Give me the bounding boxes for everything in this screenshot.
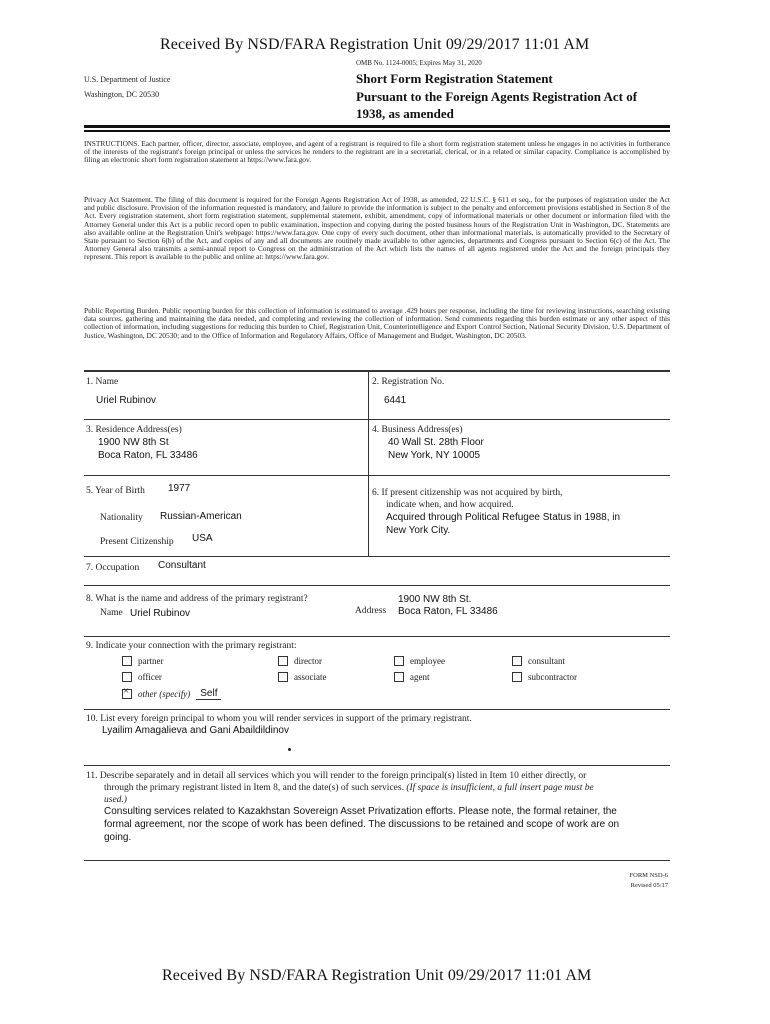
instructions-text: INSTRUCTIONS. Each partner, officer, director, associate, employee, and agent of a registrant is required to file a short form registration statement unless he engages in no activities in furtherance of the interests of the registrant's foreign principal or unless the services he renders to the registrant are in a secretarial, clerical, or in a related or similar capacity. Compliance is accomplished by filing an electronic short form registration statement at https://www.fara.gov. bbox=[84, 139, 670, 165]
form-title-line-1: Short Form Registration Statement bbox=[356, 71, 553, 86]
associate-checkbox[interactable] bbox=[278, 672, 288, 682]
omb-number: OMB No. 1124-0005; Expires May 31, 2020 bbox=[356, 59, 482, 67]
item-3-label: 3. Residence Address(es) bbox=[86, 425, 182, 435]
item-5-birth-year-value: 1977 bbox=[168, 483, 191, 494]
row-divider-5 bbox=[84, 636, 670, 637]
option-officer[interactable] bbox=[122, 672, 162, 682]
item-6-label-2: indicate when, and how acquired. bbox=[386, 500, 514, 510]
form-title-line-2: Pursuant to the Foreign Agents Registration Act of bbox=[356, 89, 638, 104]
subcontractor-checkbox[interactable] bbox=[512, 672, 522, 682]
item-4-business-line-1: 40 Wall St. 28th Floor bbox=[388, 437, 484, 448]
other-label: other (specify) bbox=[138, 689, 191, 699]
item-8-address-line-1: 1900 NW 8th St. bbox=[398, 594, 472, 605]
other-specify-value: Self bbox=[196, 688, 221, 700]
item-10-value: Lyailim Amagalieva and Gani Abaildildinov bbox=[102, 725, 289, 736]
item-10-label: 10. List every foreign principal to whom you will render services in support of the primary registrant. bbox=[86, 714, 472, 724]
item-2-registration-value: 6441 bbox=[384, 395, 407, 406]
item-3-residence-line-2: Boca Raton, FL 33486 bbox=[98, 450, 198, 461]
item-6-label: 6. If present citizenship was not acquired by birth, bbox=[372, 488, 563, 498]
stray-dot bbox=[288, 748, 291, 751]
consultant-label: consultant bbox=[528, 656, 565, 666]
agency-name: U.S. Department of Justice bbox=[84, 75, 171, 84]
item-1-name-value: Uriel Rubinov bbox=[96, 395, 157, 406]
item-3-residence-line-1: 1900 NW 8th St bbox=[98, 437, 169, 448]
director-checkbox[interactable] bbox=[278, 656, 288, 666]
row-divider-3 bbox=[84, 556, 670, 557]
item-2-label: 2. Registration No. bbox=[372, 377, 445, 387]
consultant-checkbox[interactable] bbox=[512, 656, 522, 666]
item-8-name-label: Name bbox=[100, 608, 123, 618]
item-4-label: 4. Business Address(es) bbox=[372, 425, 463, 435]
partner-label: partner bbox=[138, 656, 164, 666]
row-divider-2 bbox=[84, 475, 670, 476]
item-8-address-label: Address bbox=[355, 606, 387, 616]
item-6-value-line-2: New York City. bbox=[386, 525, 451, 536]
item-7-label: 7. Occupation bbox=[86, 563, 140, 573]
header-rule-top bbox=[84, 125, 670, 128]
item-11-label-line-2 bbox=[104, 783, 594, 793]
option-consultant[interactable] bbox=[512, 656, 565, 666]
item-11-value-line-3: going. bbox=[104, 832, 132, 843]
subcontractor-label: subcontractor bbox=[528, 672, 577, 682]
item-11-label-line-2-text: through the primary registrant listed in Item 8, and the date(s) of such services. bbox=[104, 783, 404, 793]
privacy-act-statement: Privacy Act Statement. The filing of this document is required for the Foreign Agents Registration Act of 1938, as amended, 22 U.S.C. § 611 et seq., for the purposes of registration under the Act and public disclosure. Provision of the information requested is mandatory, and failure to provide the information is subject to the penalty and enforcement provisions established in Section 8 of the Act. Every registration statement, short form registration statement, supplemental statement, exhibit, amendment, copy of informational materials or other document or information filed with the Attorney General under this Act is a public record open to public examination, inspection and copying during the posted business hours of the Registration Unit in Washington, DC. Statements are also available online at the Registration Unit's webpage: https://www.fara.gov. One copy of every such document, other than informational materials, is automatically provided to the Secretary of State pursuant to Section 6(b) of the Act, and copies of any and all documents are routinely made available to other agencies, departments and Congress pursuant to Section 6(c) of the Act. The Attorney General also transmits a semi-annual report to Congress on the administration of the Act which lists the names of all agents registered under the Act and the foreign principals they represent. This report is available to the public and online at: https://www.fara.gov. bbox=[84, 195, 670, 262]
item-6-value-line-1: Acquired through Political Refugee Status in 1988, in bbox=[386, 512, 621, 523]
option-associate[interactable] bbox=[278, 672, 326, 682]
row-divider-1 bbox=[84, 419, 670, 420]
item-1-label: 1. Name bbox=[86, 377, 119, 387]
item-11-label-line-2-italic: (If space is insufficient, a full insert page must be bbox=[406, 783, 594, 793]
nationality-value: Russian-American bbox=[160, 511, 242, 522]
item-11-label-line-1: 11. Describe separately and in detail all services which you will render to the foreign principal(s) listed in Item 10 either directly, or bbox=[86, 771, 587, 781]
partner-checkbox[interactable] bbox=[122, 656, 132, 666]
form-revised: Revised 05/17 bbox=[630, 882, 668, 889]
option-subcontractor[interactable] bbox=[512, 672, 577, 682]
item-8-address-line-2: Boca Raton, FL 33486 bbox=[398, 606, 498, 617]
received-stamp-top: Received By NSD/FARA Registration Unit 09/29/2017 11:01 AM bbox=[160, 36, 590, 53]
item-11-value-line-2: formal agreement, nor the scope of work has been defined. The discussions to be retained and scope of work are on bbox=[104, 819, 620, 830]
employee-label: employee bbox=[410, 656, 445, 666]
option-partner[interactable] bbox=[122, 656, 163, 666]
received-stamp-bottom: Received By NSD/FARA Registration Unit 09/29/2017 11:01 AM bbox=[162, 967, 592, 984]
officer-label: officer bbox=[138, 672, 162, 682]
row-divider-6 bbox=[84, 709, 670, 710]
option-other[interactable] bbox=[122, 688, 221, 700]
citizenship-label: Present Citizenship bbox=[100, 537, 174, 547]
item-4-business-line-2: New York, NY 10005 bbox=[388, 450, 481, 461]
associate-label: associate bbox=[294, 672, 327, 682]
agency-address: Washington, DC 20530 bbox=[84, 90, 160, 99]
row-divider-8 bbox=[84, 860, 670, 861]
agent-checkbox[interactable] bbox=[394, 672, 404, 682]
other-checkbox-checked[interactable] bbox=[122, 689, 132, 699]
form-title-line-3: 1938, as amended bbox=[356, 106, 454, 121]
nationality-label: Nationality bbox=[100, 513, 143, 523]
option-employee[interactable] bbox=[394, 656, 445, 666]
item-8-label: 8. What is the name and address of the primary registrant? bbox=[86, 594, 308, 604]
item-11-label-line-3: used.) bbox=[104, 795, 127, 805]
item-7-occupation-value: Consultant bbox=[158, 560, 206, 571]
option-agent[interactable] bbox=[394, 672, 430, 682]
form-number: FORM NSD-6 bbox=[629, 872, 668, 879]
row-divider-7 bbox=[84, 765, 670, 766]
item-9-label: 9. Indicate your connection with the primary registrant: bbox=[86, 641, 297, 651]
director-label: director bbox=[294, 656, 322, 666]
item-11-value-line-1: Consulting services related to Kazakhstan Sovereign Asset Privatization efforts. Please note, the formal retainer, the bbox=[104, 806, 617, 817]
form-top-rule bbox=[84, 370, 670, 372]
header-rule-bottom bbox=[84, 130, 670, 132]
item-5-label: 5. Year of Birth bbox=[86, 486, 145, 496]
row-divider-4 bbox=[84, 585, 670, 586]
option-director[interactable] bbox=[278, 656, 322, 666]
agent-label: agent bbox=[410, 672, 430, 682]
employee-checkbox[interactable] bbox=[394, 656, 404, 666]
column-divider bbox=[368, 371, 369, 557]
citizenship-value: USA bbox=[192, 533, 213, 544]
item-8-name-value: Uriel Rubinov bbox=[130, 608, 191, 619]
public-reporting-burden: Public Reporting Burden. Public reporting burden for this collection of information is estimated to average .429 hours per response, including the time for reviewing instructions, searching existing data sources, gathering and maintaining the data needed, and completing and reviewing the collection of information. Send comments regarding this burden estimate or any other aspect of this collection of information, including suggestions for reducing this burden to Chief, Registration Unit, Counterintelligence and Export Control Section, National Security Division, U.S. Department of Justice, Washington, DC 20530; and to the Office of Information and Regulatory Affairs, Office of Management and Budget, Washington, DC 20503. bbox=[84, 306, 670, 340]
officer-checkbox[interactable] bbox=[122, 672, 132, 682]
